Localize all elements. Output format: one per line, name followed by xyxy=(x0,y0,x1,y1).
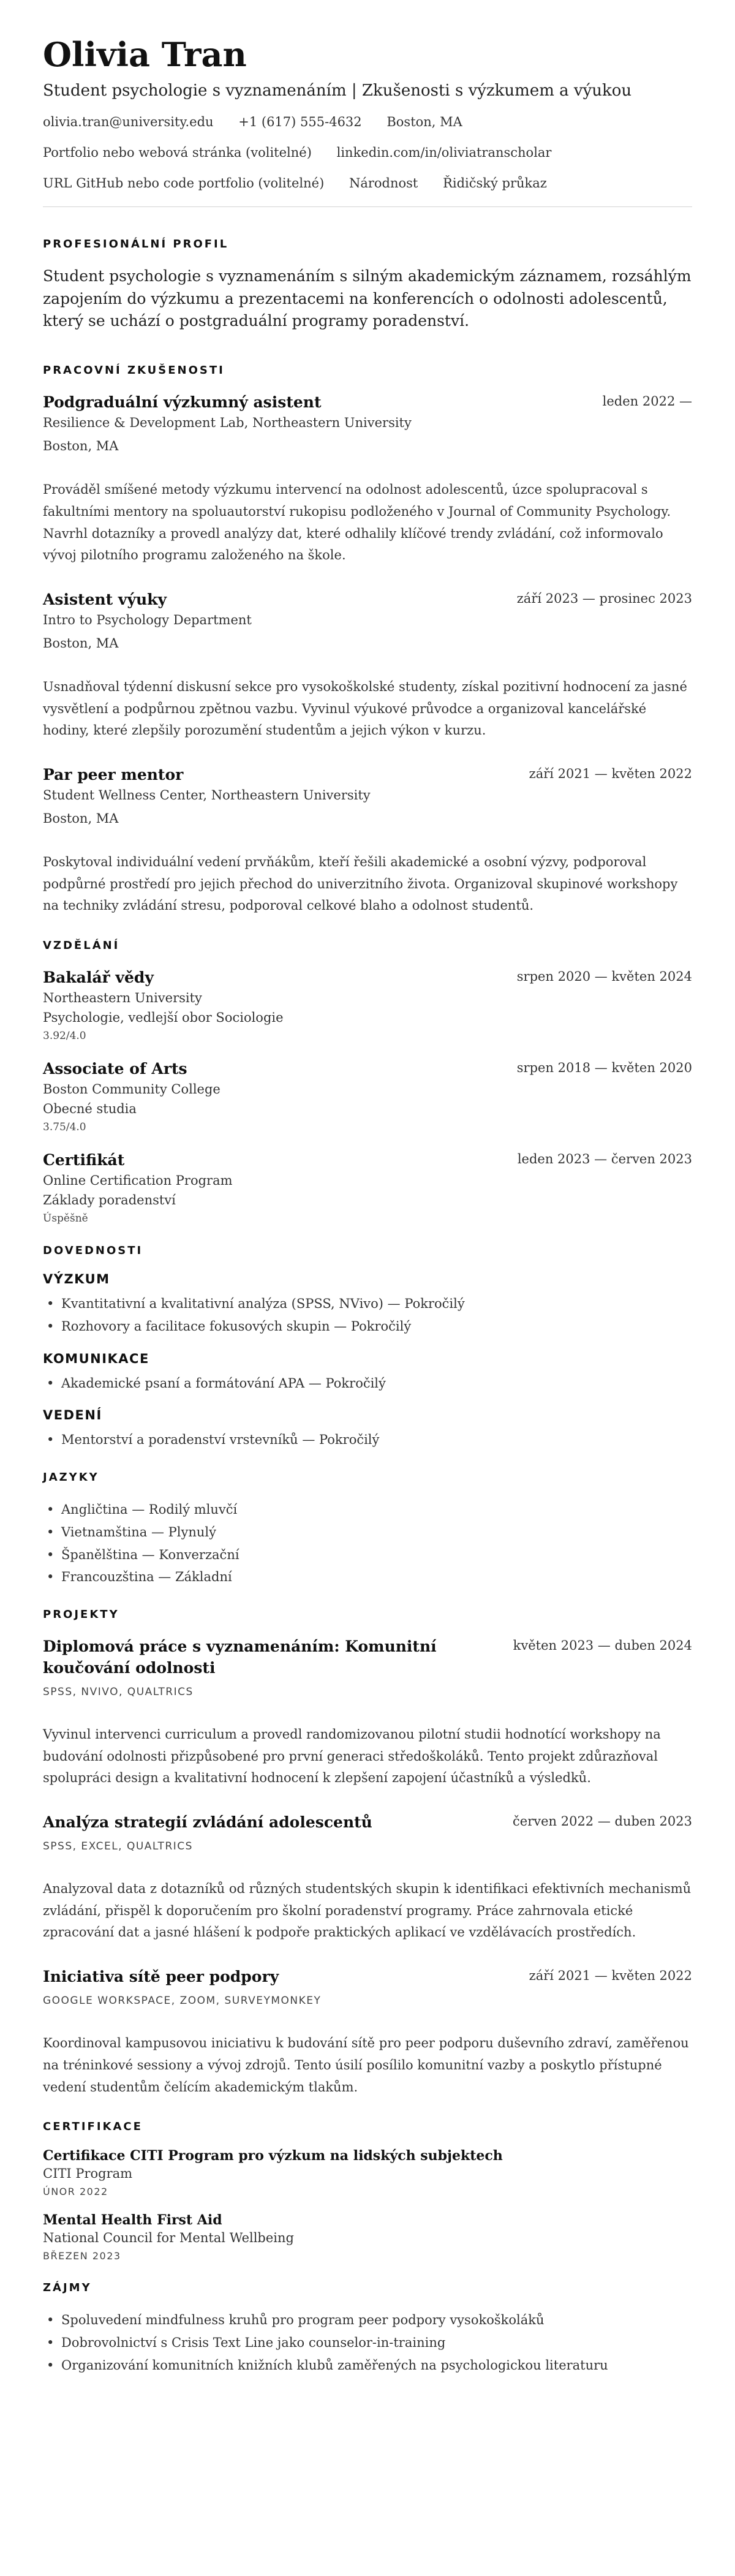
job-description: Poskytoval individuální vedení prvňákům, kteří řešili akademické a osobní výzvy, podporoval podpůrné prostředí pro jejich přechod do univerzitního života. Organizoval skupinové workshopy na techniky zvládání stresu, podporoval celkové blaho a odolnost studentů. xyxy=(43,854,678,913)
certification-entry xyxy=(43,2148,692,2197)
project-entry xyxy=(43,1636,692,1789)
experience-entry xyxy=(43,764,692,917)
degree-field: Obecné studia xyxy=(43,1101,137,1117)
job-organization: Student Wellness Center, Northeastern University xyxy=(43,787,371,803)
project-entry xyxy=(43,1811,692,1944)
education-section xyxy=(43,939,692,1225)
project-title: Diplomová práce s vyznamenáním: Komunitní koučování odolnosti xyxy=(43,1637,437,1677)
skill-category: KOMUNIKACE xyxy=(43,1351,149,1366)
project-title: Iniciativa sítě peer podpory xyxy=(43,1968,279,1986)
education-entry xyxy=(43,1149,692,1225)
language-list xyxy=(43,1498,692,1588)
skill-item: • Rozhovory a facilitace fokusových skupin — Pokročilý xyxy=(43,1315,692,1338)
interest-item: • Dobrovolnictví s Crisis Text Line jako counselor-in-training xyxy=(43,2332,692,2354)
project-title: Analýza strategií zvládání adolescentů xyxy=(43,1813,372,1832)
job-dates: září 2023 — prosinec 2023 xyxy=(516,591,692,606)
languages-section xyxy=(43,1471,692,1588)
project-tech: SPSS, EXCEL, QUALTRICS xyxy=(43,1840,193,1853)
job-dates: leden 2022 — xyxy=(602,394,692,409)
candidate-name: Olivia Tran xyxy=(43,35,247,74)
profile-summary: Student psychologie s vyznamenáním s silným akademickým záznamem, rozsáhlým zapojením do výzkumu a prezentacemi na konferencích o odolnosti adolescentů, který se uchází o postgraduální programy poradenství. xyxy=(43,267,692,330)
section-title-profile: PROFESIONÁLNÍ PROFIL xyxy=(43,238,229,251)
language-item: • Angličtina — Rodilý mluvčí xyxy=(43,1498,692,1521)
certification-name: Mental Health First Aid xyxy=(43,2212,222,2229)
project-tech: GOOGLE WORKSPACE, ZOOM, SURVEYMONKEY xyxy=(43,1995,322,2008)
language-item: • Francouzština — Základní xyxy=(43,1566,692,1588)
experience-entry xyxy=(43,589,692,742)
job-dates: září 2021 — květen 2022 xyxy=(529,766,692,781)
section-title-skills: DOVEDNOSTI xyxy=(43,1244,143,1258)
project-description: Vyvinul intervenci curriculum a provedl randomizovanou pilotní studii hodnotící workshopy na budování odolnosti přizpůsobené pro první generaci středoškoláků. Tento projekt zdůrazňoval spolupráci design a kvalitativní hodnocení k zlepšení zapojení účastníků a výsledků. xyxy=(43,1727,661,1786)
project-dates: květen 2023 — duben 2024 xyxy=(513,1638,692,1653)
job-description: Prováděl smíšené metody výzkumu intervencí na odolnost adolescentů, úzce spolupracoval s fakultními mentory na spoluautorství rukopisu podloženého v Journal of Community Psychology. Navrhl dotazníky a provedl analýzy dat, které odhalily klíčové trendy zvládání, což informovalo vývoj pilotního programu založeného na škole. xyxy=(43,482,671,563)
candidate-headline: Student psychologie s vyznamenáním | Zkušenosti s výzkumem a výukou xyxy=(43,81,632,100)
project-dates: září 2021 — květen 2022 xyxy=(529,1968,692,1984)
interest-list xyxy=(43,2309,692,2376)
section-title-education: VZDĚLÁNÍ xyxy=(43,939,120,953)
contact-nationality: Národnost xyxy=(349,176,418,191)
language-item: • Španělština — Konverzační xyxy=(43,1544,692,1566)
section-title-projects: PROJEKTY xyxy=(43,1608,119,1622)
experience-entry xyxy=(43,391,692,567)
job-title: Asistent výuky xyxy=(43,590,167,608)
section-title-languages: JAZYKY xyxy=(43,1471,99,1484)
contact-portfolio[interactable]: Portfolio nebo webová stránka (volitelné) xyxy=(43,145,312,161)
skill-category: VEDENÍ xyxy=(43,1408,102,1423)
degree-dates: srpen 2020 — květen 2024 xyxy=(516,969,692,984)
interest-item: • Spoluvedení mindfulness kruhů pro program peer podpory vysokoškoláků xyxy=(43,2309,692,2332)
interest-item: • Organizování komunitních knižních klubů zaměřených na psychologickou literaturu xyxy=(43,2354,692,2377)
skill-category: VÝZKUM xyxy=(43,1272,110,1287)
degree-field: Psychologie, vedlejší obor Sociologie xyxy=(43,1010,284,1025)
job-title: Par peer mentor xyxy=(43,765,184,784)
header-divider xyxy=(43,206,692,207)
resume-header xyxy=(43,37,692,191)
degree-title: Associate of Arts xyxy=(43,1060,187,1078)
interests-section xyxy=(43,2281,692,2376)
skills-section xyxy=(43,1244,692,1451)
skill-list xyxy=(43,1372,692,1395)
section-title-interests: ZÁJMY xyxy=(43,2281,92,2295)
degree-gpa: 3.92/4.0 xyxy=(43,1030,86,1043)
language-item: • Vietnamština — Plynulý xyxy=(43,1521,692,1544)
degree-note: Úspěšně xyxy=(43,1212,88,1225)
job-organization: Resilience & Development Lab, Northeastern University xyxy=(43,415,412,431)
project-tech: SPSS, NVIVO, QUALTRICS xyxy=(43,1686,194,1699)
school-name: Northeastern University xyxy=(43,991,202,1006)
certification-date: ÚNOR 2022 xyxy=(43,2186,108,2198)
degree-gpa: 3.75/4.0 xyxy=(43,1121,86,1134)
school-name: Boston Community College xyxy=(43,1082,221,1097)
job-organization: Intro to Psychology Department xyxy=(43,612,252,627)
skill-list xyxy=(43,1293,692,1338)
section-title-certifications: CERTIFIKACE xyxy=(43,2120,143,2134)
skill-item: • Mentorství a poradenství vrstevníků — Pokročilý xyxy=(43,1429,692,1451)
certification-issuer: CITI Program xyxy=(43,2166,133,2181)
job-location: Boston, MA xyxy=(43,635,119,651)
skill-item: • Akademické psaní a formátování APA — Pokročilý xyxy=(43,1372,692,1395)
project-description: Koordinoval kampusovou iniciativu k budování sítě pro peer podporu duševního zdraví, zaměřenou na tréninkové sessiony a vývoj zdrojů. Tento úsilí posílilo komunitní vazby a poskytlo přístupné vedení studentům čelícím akademickým tlakům. xyxy=(43,2036,689,2094)
projects-section xyxy=(43,1608,692,2098)
degree-field: Základy poradenství xyxy=(43,1193,176,1208)
section-title-experience: PRACOVNÍ ZKUŠENOSTI xyxy=(43,364,225,377)
project-dates: červen 2022 — duben 2023 xyxy=(513,1814,692,1829)
contact-license: Řidičský průkaz xyxy=(443,176,547,191)
skill-list xyxy=(43,1429,692,1451)
experience-section xyxy=(43,364,692,917)
skill-item: • Kvantitativní a kvalitativní analýza (SPSS, NVivo) — Pokročilý xyxy=(43,1293,692,1315)
contact-row-primary xyxy=(43,115,692,129)
profile-section xyxy=(43,238,692,332)
contact-github[interactable]: URL GitHub nebo code portfolio (volitelné) xyxy=(43,176,325,191)
contact-row-extra xyxy=(43,176,692,191)
degree-dates: leden 2023 — červen 2023 xyxy=(517,1152,692,1167)
certification-date: BŘEZEN 2023 xyxy=(43,2250,121,2262)
contact-linkedin[interactable]: linkedin.com/in/oliviatranscholar xyxy=(336,145,552,161)
certification-entry xyxy=(43,2212,692,2262)
certification-issuer: National Council for Mental Wellbeing xyxy=(43,2230,294,2246)
job-location: Boston, MA xyxy=(43,810,119,826)
certification-name: Certifikace CITI Program pro výzkum na lidských subjektech xyxy=(43,2148,503,2164)
certifications-section xyxy=(43,2120,692,2262)
degree-dates: srpen 2018 — květen 2020 xyxy=(516,1060,692,1076)
education-entry xyxy=(43,967,692,1042)
job-description: Usnadňoval týdenní diskusní sekce pro vysokoškolské studenty, získal pozitivní hodnocení za jasné vysvětlení a podpůrnou zpětnou vazbu. Vyvinul výukové průvodce a organizoval kancelářské hodiny, které zlepšily porozumění studentům a jejich výkon v kurzu. xyxy=(43,679,687,738)
degree-title: Bakalář vědy xyxy=(43,969,154,987)
job-title: Podgraduální výzkumný asistent xyxy=(43,393,322,412)
education-entry xyxy=(43,1058,692,1133)
job-location: Boston, MA xyxy=(43,439,119,454)
contact-email[interactable]: olivia.tran@university.edu xyxy=(43,115,214,130)
contact-phone[interactable]: +1 (617) 555-4632 xyxy=(238,115,362,130)
degree-title: Certifikát xyxy=(43,1151,125,1169)
contact-row-links xyxy=(43,145,692,160)
project-description: Analyzoval data z dotazníků od různých studentských skupin k identifikaci efektivních mechanismů zvládání, přispěl k doporučením pro školní poradenství programy. Práce zahrnovala etické zpracování dat a jasné hlášení k podpoře praktických aplikací ve vzdělávacích prostředích. xyxy=(43,1881,692,1940)
school-name: Online Certification Program xyxy=(43,1173,233,1188)
project-entry xyxy=(43,1966,692,2098)
contact-location: Boston, MA xyxy=(386,115,462,130)
